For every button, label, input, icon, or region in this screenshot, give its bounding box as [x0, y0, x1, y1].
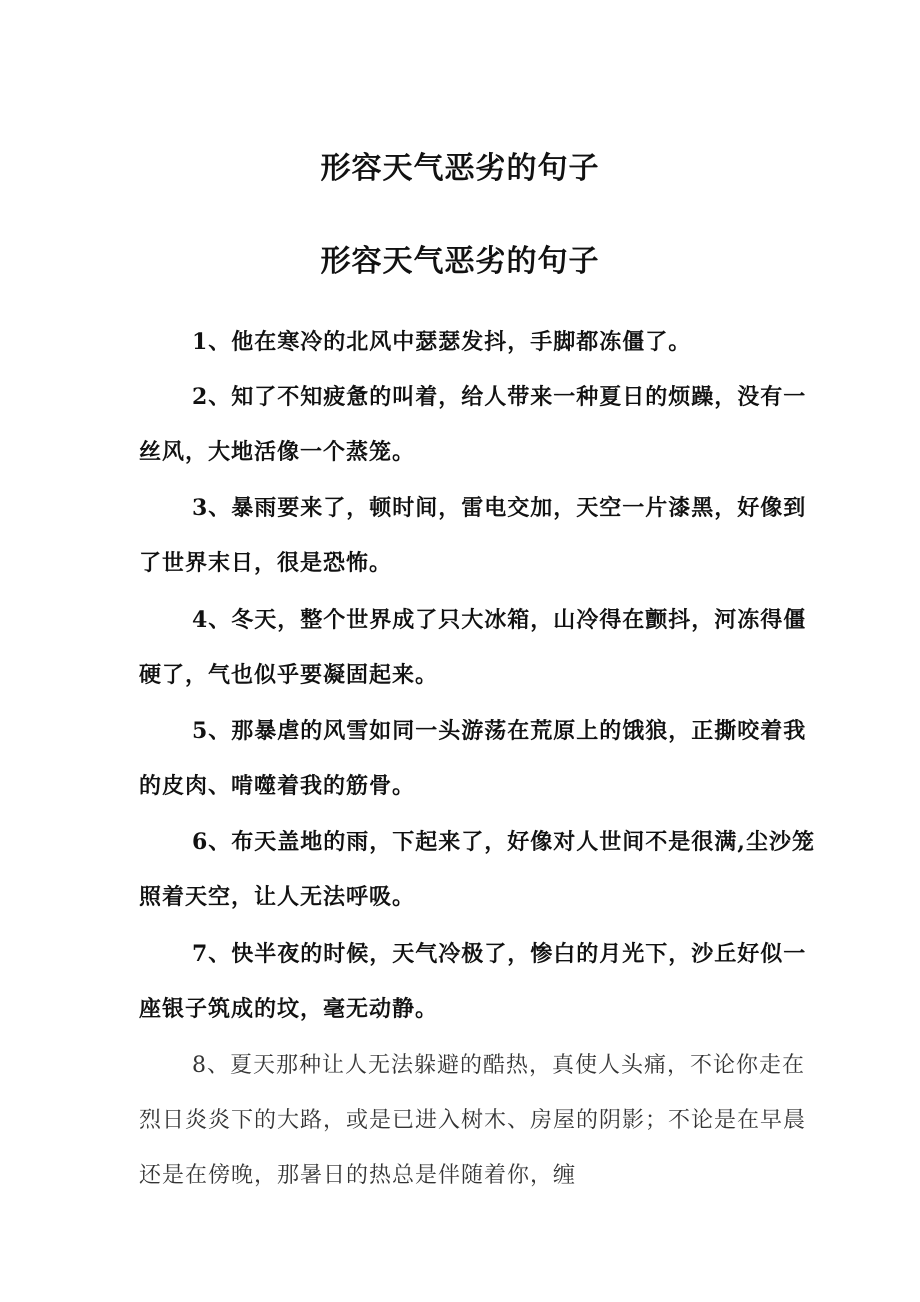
- sentence-4: 4、冬天，整个世界成了只大冰箱，山冷得在颤抖，河冻得僵硬了，气也似乎要凝固起来。: [139, 607, 807, 688]
- sentence-8: 8、夏天那种让人无法躲避的酷热，真使人头痛，不论你走在烈日炎炎下的大路，或是已进入树木、房屋的阴影；不论是在早晨还是在傍晚，那暑日的热总是伴随着你，缠: [139, 1053, 807, 1188]
- document-title: 形容天气恶劣的句子: [320, 151, 600, 186]
- document-subtitle: 形容天气恶劣的句子: [320, 244, 600, 279]
- sentence-7: 7、快半夜的时候，天气冷极了，惨白的月光下，沙丘好似一座银子筑成的坟，毫无动静。: [139, 941, 807, 1022]
- sentence-5: 5、那暴虐的风雪如同一头游荡在荒原上的饿狼，正撕咬着我的皮肉、啃噬着我的筋骨。: [139, 718, 807, 799]
- sentence-1: 1、他在寒冷的北风中瑟瑟发抖，手脚都冻僵了。: [192, 329, 692, 355]
- sentence-2: 2、知了不知疲惫的叫着，给人带来一种夏日的烦躁，没有一丝风，大地活像一个蒸笼。: [139, 384, 807, 465]
- sentence-3: 3、暴雨要来了，顿时间，雷电交加，天空一片漆黑，好像到了世界末日，很是恐怖。: [139, 495, 807, 576]
- sentence-6: 6、布天盖地的雨，下起来了，好像对人世间不是很满,尘沙笼照着天空，让人无法呼吸。: [139, 829, 815, 910]
